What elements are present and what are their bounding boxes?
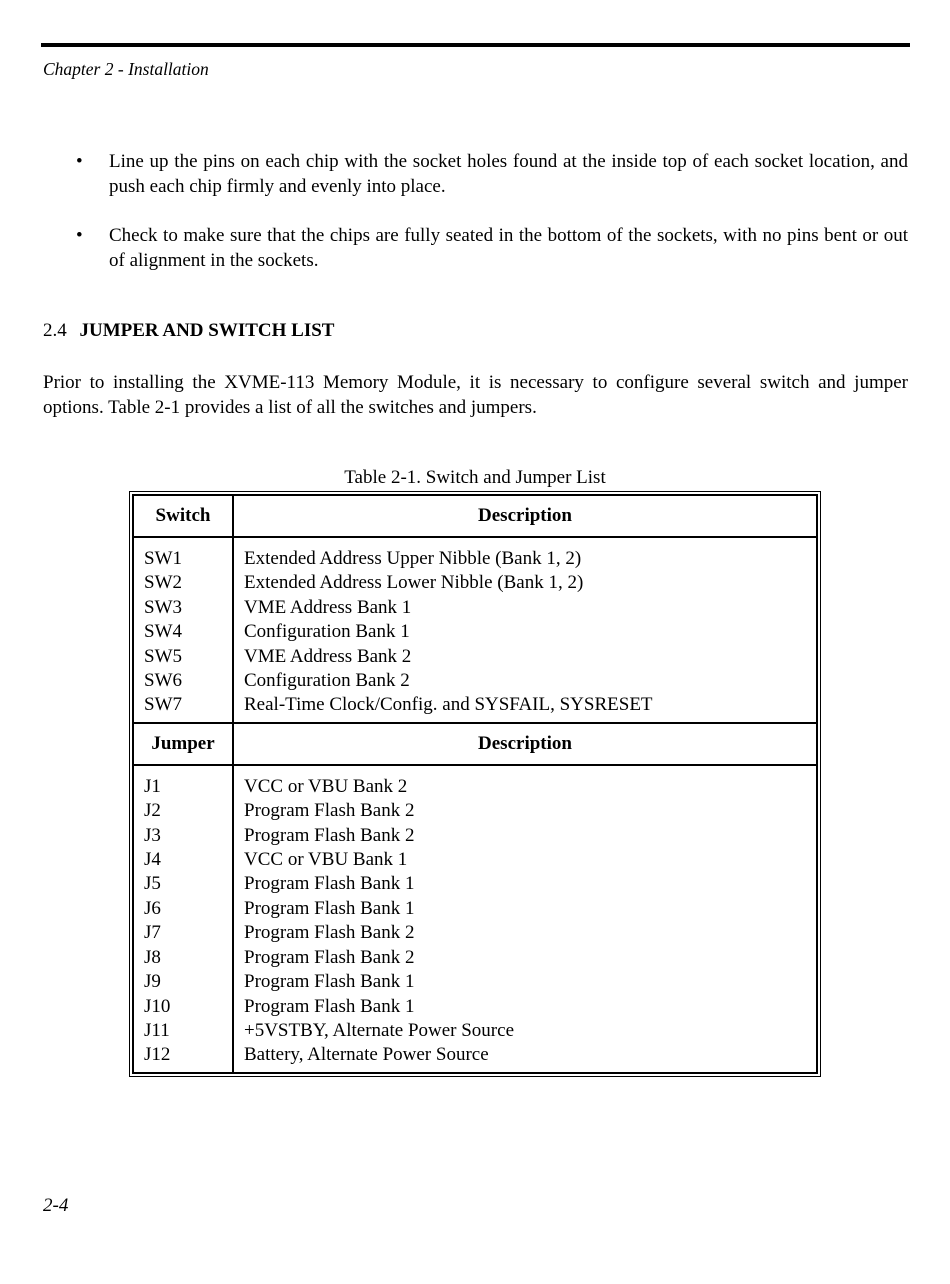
- jumper-id: J11: [144, 1019, 170, 1041]
- jumper-id: J5: [144, 873, 161, 895]
- jumper-header-row: [133, 723, 817, 765]
- description-column-header: Description: [233, 495, 817, 537]
- jumper-id: J12: [144, 1044, 171, 1066]
- jumper-id: J9: [144, 971, 161, 993]
- table-frame: [129, 491, 821, 1077]
- switch-id: SW4: [144, 621, 182, 643]
- jumper-id: J6: [144, 897, 161, 919]
- page-number: 2-4: [43, 1195, 69, 1216]
- table-caption: Table 2-1. Switch and Jumper List: [344, 467, 606, 488]
- bullet-text: Check to make sure that the chips are fully seated in the bottom of the sockets, with no pins bent or out of alignment in the sockets.: [109, 225, 908, 271]
- switch-id: SW3: [144, 596, 182, 618]
- switch-jumper-table: [132, 494, 818, 1074]
- bullet-dot-icon: •: [76, 225, 83, 246]
- jumper-desc: Program Flash Bank 1: [244, 971, 415, 993]
- jumper-desc: Program Flash Bank 1: [244, 873, 415, 895]
- switch-id: SW7: [144, 694, 182, 716]
- jumper-desc: Program Flash Bank 2: [244, 800, 415, 822]
- jumper-desc: Program Flash Bank 2: [244, 922, 415, 944]
- jumper-desc: Program Flash Bank 2: [244, 946, 415, 968]
- bullet-item: [43, 223, 908, 273]
- bullet-text: Line up the pins on each chip with the socket holes found at the inside top of each socket location, and push each chip firmly and evenly into place.: [109, 151, 908, 197]
- jumper-desc: VCC or VBU Bank 2: [244, 775, 408, 797]
- bullet-list: [43, 149, 908, 297]
- jumper-id: J3: [144, 824, 161, 846]
- switch-desc: VME Address Bank 1: [244, 596, 412, 618]
- bullet-dot-icon: •: [76, 151, 83, 172]
- switch-id: SW5: [144, 645, 182, 667]
- jumper-desc: Program Flash Bank 1: [244, 995, 415, 1017]
- jumper-desc: Program Flash Bank 2: [244, 824, 415, 846]
- switch-desc: Real-Time Clock/Config. and SYSFAIL, SYSRESET: [244, 694, 653, 716]
- jumper-id: J1: [144, 775, 161, 797]
- jumper-desc: VCC or VBU Bank 1: [244, 849, 408, 871]
- section-intro: Prior to installing the XVME-113 Memory Module, it is necessary to configure several switch and jumper options. Table 2-1 provides a list of all the switches and jumpers.: [43, 372, 908, 418]
- switch-id-cell: [133, 537, 233, 723]
- running-head: Chapter 2 - Installation: [43, 59, 209, 79]
- jumper-column-header: Jumper: [133, 723, 233, 765]
- jumper-desc: Program Flash Bank 1: [244, 897, 415, 919]
- jumper-id: J2: [144, 800, 161, 822]
- switch-desc-cell: [233, 537, 817, 723]
- section-number: 2.4: [43, 320, 67, 341]
- switch-desc: VME Address Bank 2: [244, 645, 412, 667]
- header-rule: [41, 43, 910, 47]
- switch-desc: Configuration Bank 1: [244, 621, 410, 643]
- bullet-item: [43, 149, 908, 199]
- section-heading: [43, 320, 334, 342]
- jumper-id-cell: [133, 765, 233, 1073]
- switch-desc: Extended Address Lower Nibble (Bank 1, 2): [244, 572, 584, 594]
- switch-column-header: Switch: [133, 495, 233, 537]
- switch-id: SW1: [144, 548, 182, 569]
- jumper-rows: [133, 765, 817, 1073]
- switch-header-row: [133, 495, 817, 537]
- section-title: JUMPER AND SWITCH LIST: [79, 320, 335, 341]
- jumper-desc: +5VSTBY, Alternate Power Source: [244, 1019, 514, 1041]
- jumper-desc-cell: [233, 765, 817, 1073]
- switch-desc: Extended Address Upper Nibble (Bank 1, 2): [244, 548, 582, 569]
- jumper-desc: Battery, Alternate Power Source: [244, 1044, 489, 1066]
- switch-id: SW2: [144, 572, 182, 594]
- description-column-header: Description: [233, 723, 817, 765]
- jumper-id: J4: [144, 849, 161, 871]
- jumper-id: J8: [144, 946, 161, 968]
- jumper-id: J10: [144, 995, 171, 1017]
- switch-id: SW6: [144, 670, 182, 692]
- switch-desc: Configuration Bank 2: [244, 670, 410, 692]
- switch-rows: [133, 537, 817, 723]
- jumper-id: J7: [144, 922, 161, 944]
